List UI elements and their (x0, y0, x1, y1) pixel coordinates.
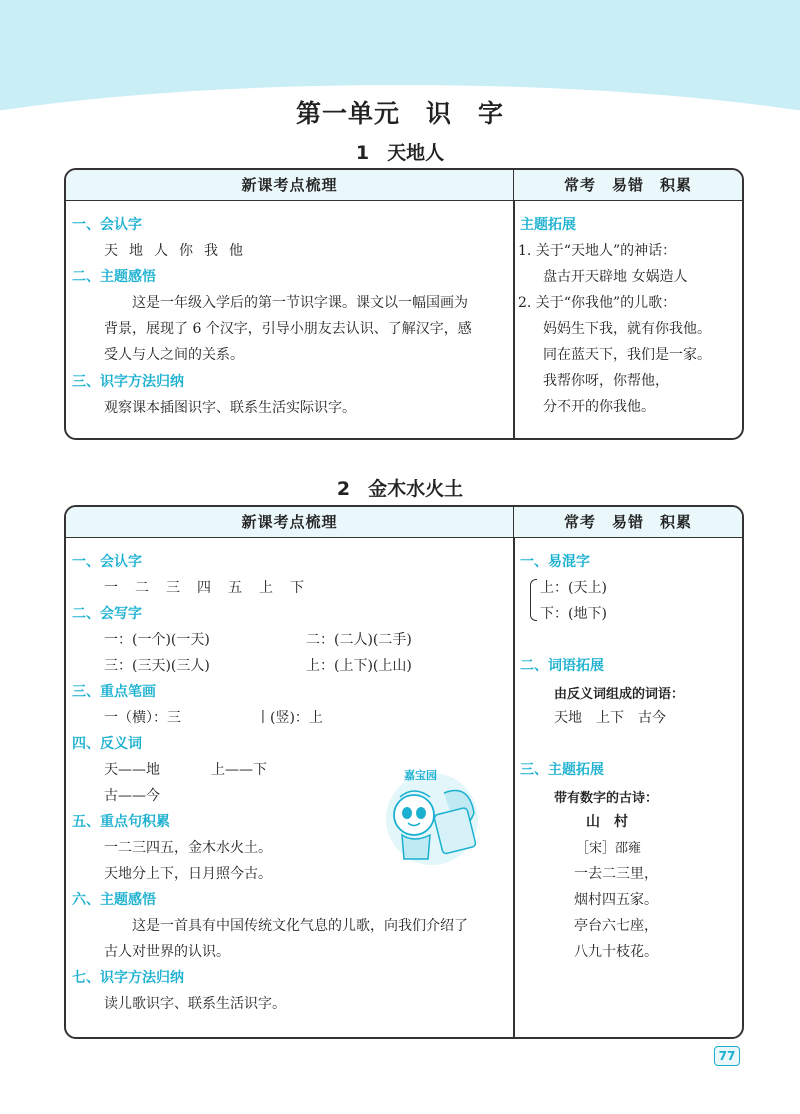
header-right: 常考 易错 积累 (514, 170, 742, 201)
l1-section-1-title: 一、会认字 (72, 217, 142, 233)
l2-confusable-2: 下：(地下) (540, 606, 607, 622)
l1-section-2-title: 二、主题感悟 (72, 269, 156, 285)
l2-stroke-1: 一（横）：三 (104, 710, 181, 726)
lesson-1-number: 1 (355, 142, 370, 164)
mascot-illustration (374, 763, 486, 873)
l2-antonym-1: 天——地 (104, 762, 160, 778)
l1-song-line-2: 同在蓝天下，我们是一家。 (543, 347, 711, 363)
l2-confusable-1: 上：(天上) (540, 580, 607, 596)
l1-section-3-title: 三、识字方法归纳 (72, 374, 184, 390)
l2-poem-author: ［宋］邵雍 (576, 841, 642, 856)
lesson-1-name: 天地人 (387, 142, 445, 164)
l2-theme-line-1: 这是一首具有中国传统文化气息的儿歌，向我们介绍了 (132, 918, 468, 934)
l2-antonym-2: 上——下 (211, 762, 267, 778)
l2-poem-line-2: 烟村四五家。 (574, 892, 658, 908)
l2-poem-subtitle: 带有数字的古诗： (554, 791, 659, 806)
l2-section-3-title: 三、重点笔画 (72, 684, 156, 700)
lesson-2-name: 金木水火土 (368, 478, 464, 500)
l1-song-title: 2. 关于“你我他”的儿歌： (518, 295, 677, 311)
lesson-2-panel (64, 505, 744, 1039)
l2-section-2-title: 二、会写字 (72, 606, 142, 622)
l1-song-line-3: 我帮你呀，你帮他， (543, 373, 669, 389)
lesson-1-title (0, 138, 800, 165)
l2-poem-line-1: 一去二三里， (574, 866, 658, 882)
l2-write-1: 一：(一个)(一天) (104, 632, 210, 648)
l2-write-4: 上：(上下)(上山) (306, 658, 412, 674)
l1-theme-line-3: 受人与人之间的关系。 (104, 347, 244, 363)
l1-right-section-title: 主题拓展 (520, 217, 576, 233)
l2-section-7-title: 七、识字方法归纳 (72, 970, 184, 986)
l2-write-3: 三：(三天)(三人) (104, 658, 210, 674)
mascot-label: 嘉宝园 (404, 769, 437, 782)
l2-theme-line-2: 古人对世界的认识。 (104, 944, 230, 960)
l1-song-line-4: 分不开的你我他。 (543, 399, 655, 415)
l2-right-section-3-title: 三、主题拓展 (520, 762, 604, 778)
l2-right-section-2-title: 二、词语拓展 (520, 658, 604, 674)
l1-recognize-chars: 天地人你我他 (104, 243, 254, 259)
l2-section-6-title: 六、主题感悟 (72, 892, 156, 908)
l1-theme-line-2: 背景，展现了 6 个汉字，引导小朋友去认识、了解汉字，感 (104, 321, 472, 337)
l2-poem-line-3: 亭台六七座， (574, 918, 658, 934)
l2-write-2: 二：(二人)(二手) (306, 632, 412, 648)
page-number: 77 (714, 1046, 740, 1066)
l2-stroke-2: 丨(竖)：上 (256, 710, 323, 726)
l2-antonym-words: 天地 上下 古今 (554, 710, 666, 726)
l2-poem-line-4: 八九十枝花。 (574, 944, 658, 960)
l2-right-section-1-title: 一、易混字 (520, 554, 590, 570)
panel-divider (513, 170, 515, 438)
l2-poem-title: 山 村 (586, 814, 628, 830)
lesson-2-title (0, 474, 800, 501)
lesson-1-panel (64, 168, 744, 440)
l2-section-4-title: 四、反义词 (72, 736, 142, 752)
l1-song-line-1: 妈妈生下我，就有你我他。 (543, 321, 711, 337)
l2-section-1-title: 一、会认字 (72, 554, 142, 570)
l2-antonym-words-subtitle: 由反义词组成的词语： (554, 687, 685, 702)
l2-method-text: 读儿歌识字、联系生活识字。 (104, 996, 286, 1012)
l1-method-text: 观察课本插图识字、联系生活实际识字。 (104, 400, 356, 416)
l2-sentence-1: 一二三四五，金木水火土。 (104, 840, 272, 856)
panel-divider (513, 507, 515, 1037)
l2-recognize-chars: 一二三四五上下 (104, 580, 321, 596)
unit-title: 第一单元 识 字 (295, 99, 504, 128)
l1-myth-text: 盘古开天辟地 女娲造人 (543, 269, 688, 285)
l1-theme-line-1: 这是一年级入学后的第一节识字课。课文以一幅国画为 (132, 295, 468, 311)
l1-myth-title: 1. 关于“天地人”的神话： (518, 243, 677, 259)
l2-sentence-2: 天地分上下，日月照今古。 (104, 866, 272, 882)
header-left: 新课考点梳理 (66, 170, 513, 201)
l2-antonym-3: 古——今 (104, 788, 160, 804)
header-left: 新课考点梳理 (66, 507, 513, 538)
lesson-2-number: 2 (336, 478, 351, 500)
header-right: 常考 易错 积累 (514, 507, 742, 538)
l2-section-5-title: 五、重点句积累 (72, 814, 170, 830)
brace-icon (530, 579, 537, 621)
